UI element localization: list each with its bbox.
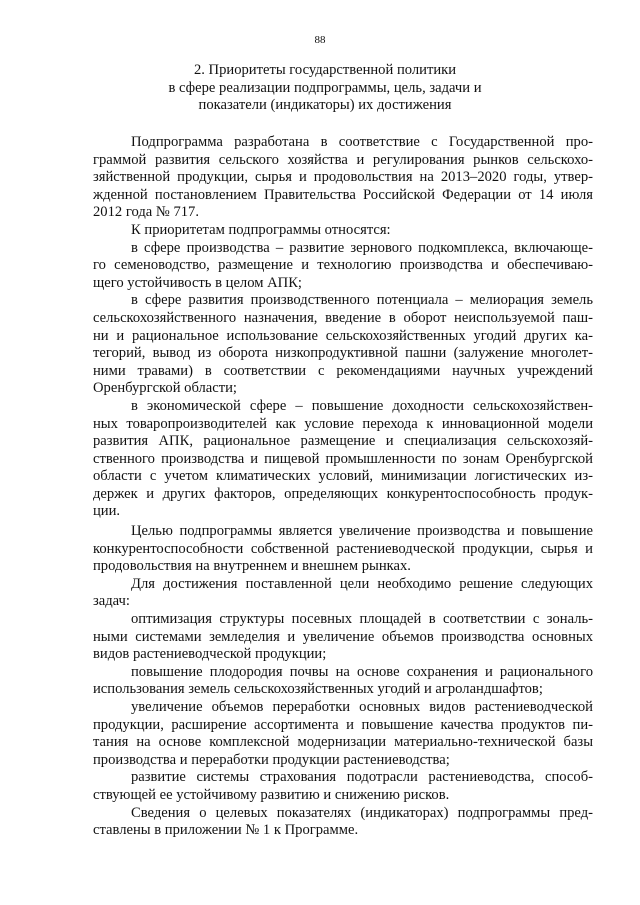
text-line: Оренбургской области;: [93, 380, 237, 397]
text-line: Целью подпрограммы является увеличение производства и повышение: [131, 523, 593, 540]
text-line: в экономической сфере – повышение доходности сельскохозяйствен-: [131, 397, 593, 414]
paragraph-priority-production: [93, 240, 593, 293]
document-body: [93, 134, 593, 840]
text-line: задач:: [93, 593, 130, 610]
paragraph-task-insurance: [93, 769, 593, 804]
text-line: ции.: [93, 503, 121, 520]
text-line: области с учетом климатических условий, минимизации логистических из-: [93, 468, 593, 485]
paragraph-task-structure: [93, 611, 593, 664]
text-line: К приоритетам подпрограммы относятся:: [131, 221, 391, 238]
text-line: продукции, расширение ассортимента и повышение качества продуктов пи-: [93, 716, 593, 733]
text-line: оптимизация структуры посевных площадей в соответствии с зональ-: [131, 611, 593, 628]
text-line: в сфере производства – развитие зернового подкомплекса, включающе-: [131, 239, 593, 256]
text-line: производства и переработки продукции растениеводства;: [93, 751, 450, 768]
text-line: продовольствия на внутреннем и внешнем рынках.: [93, 558, 411, 575]
heading-line: в сфере реализации подпрограммы, цель, задачи и: [168, 79, 482, 96]
text-line: ствующей ее устойчивому развитию и снижению рисков.: [93, 786, 450, 803]
heading-line: показатели (индикаторы) их достижения: [198, 97, 452, 113]
text-line: использования земель сельскохозяйственных угодий и агроландшафтов;: [93, 681, 543, 698]
paragraph-priorities-intro: [93, 222, 593, 240]
paragraph-intro: [93, 134, 593, 222]
text-line: го семеноводство, размещение и технологию производства и обеспечиваю-: [93, 257, 593, 274]
text-line: 2012 года № 717.: [93, 204, 199, 221]
paragraph-tasks-intro: [93, 576, 593, 611]
text-line: конкурентоспособности собственной растениеводческой продукции, сырья и: [93, 540, 593, 557]
text-line: развитие системы страхования подотрасли растениеводства, способ-: [131, 769, 593, 786]
text-line: сельскохозяйственного назначения, введение в оборот неиспользуемой паш-: [93, 309, 593, 326]
page-number: 88: [314, 34, 326, 46]
text-line: ставлены в приложении № 1 к Программе.: [93, 822, 359, 839]
paragraph-priority-potential: [93, 292, 593, 398]
text-line: жденной постановлением Правительства Российской Федерации от 14 июля: [93, 186, 593, 203]
paragraph-priority-economy: [93, 398, 593, 521]
text-line: повышение плодородия почвы на основе сохранения и рационального: [131, 663, 593, 680]
text-line: Подпрограмма разработана в соответствие с Государственной про-: [131, 134, 593, 150]
heading-line: 2. Приоритеты государственной политики: [193, 62, 457, 78]
text-line: ственного производства и пищевой промышленности по зонам Оренбургской: [93, 450, 593, 467]
paragraph-task-fertility: [93, 664, 593, 699]
paragraph-goal: [93, 523, 593, 576]
text-line: в сфере развития производственного потенциала – мелиорация земель: [131, 292, 593, 309]
paragraph-task-processing: [93, 699, 593, 769]
text-line: держек и других факторов, определяющих конкурентоспособность продук-: [93, 485, 593, 502]
text-line: щего устойчивость в целом АПК;: [93, 274, 302, 291]
text-line: видов растениеводческой продукции;: [93, 646, 327, 663]
text-line: развития АПК, рациональное размещение и специализация сельскохозяй-: [93, 433, 593, 450]
text-line: тания на основе комплексной модернизации материально-технической базы: [93, 734, 593, 751]
text-line: граммой развития сельского хозяйства и регулирования рынков сельскохо-: [93, 151, 593, 168]
text-line: ними травами) в соответствии с рекомендациями научных учреждений: [93, 362, 593, 379]
section-heading: [90, 62, 560, 115]
text-line: зяйственной продукции, сырья и продовольствия на 2013–2020 годы, утвер-: [93, 169, 593, 186]
text-line: ными системами земледелия и увеличение объемов производства основных: [93, 628, 593, 645]
text-line: Для достижения поставленной цели необходимо решение следующих: [131, 575, 593, 592]
text-line: увеличение объемов переработки основных видов растениеводческой: [131, 699, 593, 715]
text-line: ни и рациональное использование сельскохозяйственных угодий других ка-: [93, 327, 593, 344]
paragraph-indicators: [93, 805, 593, 840]
text-line: ных товаропроизводителей как условие перехода к инновационной модели: [93, 415, 593, 432]
text-line: Сведения о целевых показателях (индикаторах) подпрограммы пред-: [131, 804, 593, 821]
text-line: тегорий, вывод из оборота низкопродуктивной пашни (залужение многолет-: [93, 345, 593, 362]
